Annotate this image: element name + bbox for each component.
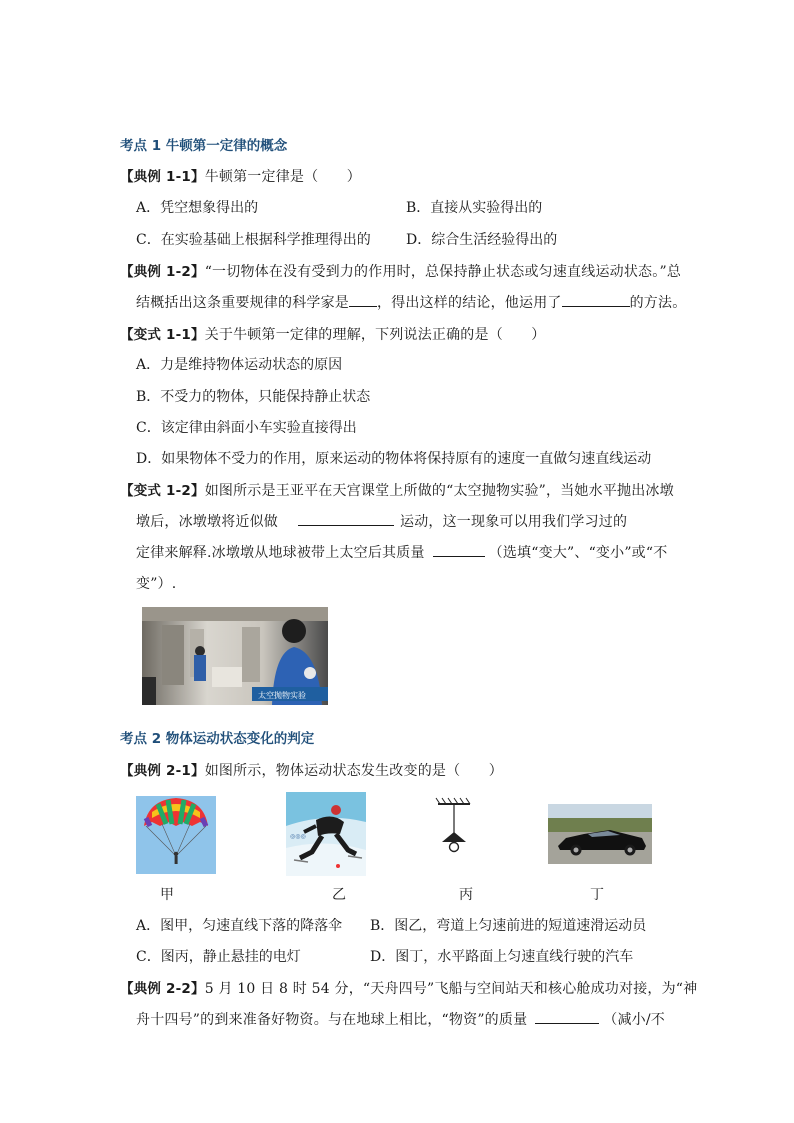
variant-1-1-option-d: D．如果物体不受力的作用，原来运动的物体将保持原有的速度一直做匀速直线运动 (136, 451, 652, 467)
example-2-1-option-d: D．图丁，水平路面上匀速直线行驶的汽车 (370, 949, 634, 965)
example-2-2-tag: 【典例 2-2】 (120, 981, 205, 997)
caption-yi: 乙 (332, 887, 346, 903)
variant-1-2-tag: 【变式 1-2】 (120, 483, 205, 499)
car-image (548, 804, 652, 864)
caption-bing: 丙 (459, 887, 473, 903)
example-2-2-line-2 (136, 1009, 665, 1029)
example-1-1-option-b: B．直接从实验得出的 (406, 200, 543, 216)
answer-blank[interactable] (349, 292, 377, 307)
variant-1-2-text: 如图所示是王亚平在天宫课堂上所做的“太空抛物实验”，当她水平抛出冰墩 (204, 483, 674, 499)
example-1-1 (120, 165, 361, 186)
variant-1-1-tag: 【变式 1-1】 (120, 327, 205, 343)
variant-1-2-line-2 (136, 511, 627, 531)
variant-1-1-option-a: A．力是维持物体运动状态的原因 (136, 357, 343, 373)
answer-blank[interactable] (433, 542, 485, 557)
example-2-1-option-c: C．图丙，静止悬挂的电灯 (136, 949, 301, 965)
example-1-1-tag: 【典例 1-1】 (120, 169, 205, 185)
parachute-image (136, 796, 216, 874)
example-1-2-line-1 (120, 260, 681, 281)
example-2-2-text-a: 舟十四号”的到来准备好物资。与在地球上相比，“物资”的质量 (136, 1012, 528, 1028)
variant-1-1-option-b: B．不受力的物体，只能保持静止状态 (136, 389, 371, 405)
caption-ding: 丁 (590, 887, 604, 903)
example-1-1-option-d: D．综合生活经验得出的 (406, 232, 558, 248)
variant-1-2-text-b: 运动，这一现象可以用我们学习过的 (400, 514, 628, 530)
answer-blank[interactable] (535, 1009, 599, 1024)
example-2-1-option-a: A．图甲，匀速直线下落的降落伞 (136, 918, 343, 934)
answer-blank[interactable] (298, 511, 394, 526)
variant-1-2-line-3 (136, 542, 667, 562)
example-2-2-text-b: （减小/不 (603, 1012, 665, 1028)
variant-1-2-line-1 (120, 479, 674, 500)
section-1-heading: 考点 1 牛顿第一定律的概念 (120, 138, 288, 154)
svg-text:◎◎◎: ◎◎◎ (290, 833, 306, 840)
example-2-2-text: 5 月 10 日 8 时 54 分，“天舟四号”飞船与空间站天和核心舱成功对接，为“神 (204, 981, 698, 997)
example-2-2-line-1 (120, 977, 697, 998)
space-station-photo (142, 607, 328, 705)
example-2-1-option-b: B．图乙，弯道上匀速前进的短道速滑运动员 (370, 918, 647, 934)
variant-1-1-stem: 关于牛顿第一定律的理解，下列说法正确的是（ ） (204, 327, 546, 343)
example-1-1-stem: 牛顿第一定律是（ ） (204, 169, 361, 185)
hanging-lamp-image (432, 796, 476, 858)
example-1-2-line-2 (136, 292, 686, 312)
variant-1-2-text-d: （选填“变大”、“变小”或“不 (488, 545, 668, 561)
example-2-1 (120, 759, 503, 780)
example-2-1-tag: 【典例 2-1】 (120, 763, 205, 779)
variant-1-1-option-c: C．该定律由斜面小车实验直接得出 (136, 420, 357, 436)
variant-1-2-line-4: 变”）. (136, 576, 177, 592)
example-1-2-text-c: 的方法。 (629, 295, 687, 311)
variant-1-2-text-c: 定律来解释.冰墩墩从地球被带上太空后其质量 (136, 545, 425, 561)
variant-1-2-text-a: 墩后，冰墩墩将近似做 (136, 514, 278, 530)
example-2-1-stem: 如图所示，物体运动状态发生改变的是（ ） (204, 763, 503, 779)
variant-1-1 (120, 323, 546, 344)
photo-caption: 太空抛物实验 (258, 691, 306, 700)
answer-blank[interactable] (562, 292, 630, 307)
example-1-2-text-a: 结概括出这条重要规律的科学家是 (136, 295, 349, 311)
example-1-1-option-a: A．凭空想象得出的 (136, 200, 259, 216)
example-1-1-option-c: C．在实验基础上根据科学推理得出的 (136, 232, 371, 248)
section-2-heading: 考点 2 物体运动状态变化的判定 (120, 731, 315, 747)
speed-skater-image (286, 792, 366, 876)
example-1-2-text: “一切物体在没有受到力的作用时，总保持静止状态或匀速直线运动状态。”总 (204, 264, 682, 280)
example-1-2-text-b: ，得出这样的结论，他运用了 (377, 295, 562, 311)
example-1-2-tag: 【典例 1-2】 (120, 264, 205, 280)
caption-jia: 甲 (160, 887, 174, 903)
